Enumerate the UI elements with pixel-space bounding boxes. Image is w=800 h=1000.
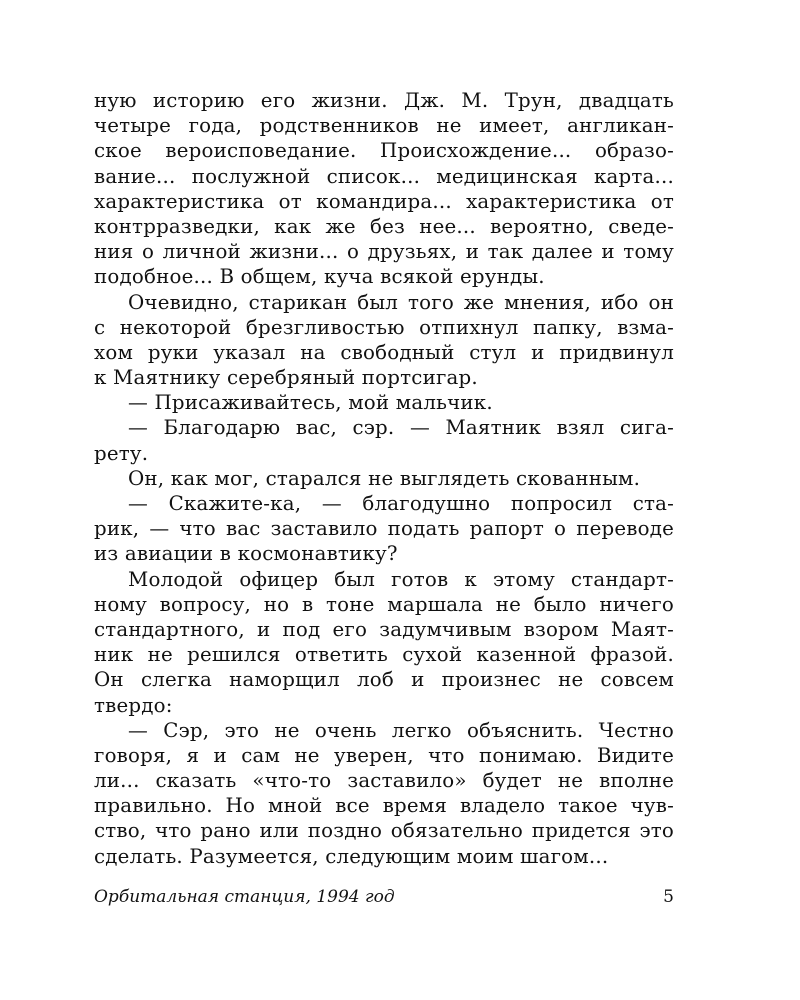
- text-line: рету.: [94, 441, 149, 465]
- text-line: подобное... В общем, куча всякой ерунды.: [94, 265, 545, 289]
- text-line: — Сэр, это не очень легко объяснить. Честно: [128, 718, 674, 742]
- text-line: ли... сказать «что-то заставило» будет не вполне: [94, 769, 674, 793]
- text-line: стандартного, и под его задумчивым взором Маят-: [94, 617, 674, 641]
- text-line: рик, — что вас заставило подать рапорт о переводе: [94, 517, 674, 541]
- text-line: твердо:: [94, 693, 173, 717]
- text-line: ское вероисповедание. Происхождение... образо-: [94, 139, 674, 163]
- text-line: вание... послужной список... медицинская карта...: [94, 164, 674, 188]
- text-line: с некоторой брезгливостью отпихнул папку, взма-: [94, 315, 674, 339]
- text-line: Очевидно, старикан был того же мнения, ибо он: [128, 290, 674, 314]
- text-line: ную историю его жизни. Дж. М. Трун, двадцать: [94, 89, 674, 112]
- text-line: сделать. Разумеется, следующим моим шагом...: [94, 844, 609, 868]
- text-line: Он, как мог, старался не выглядеть скованным.: [128, 466, 641, 490]
- page-body-text: [94, 88, 674, 869]
- page-number: 5: [663, 887, 674, 907]
- running-title: Орбитальная станция, 1994 год: [94, 887, 395, 907]
- text-line: — Скажите-ка, — благодушно попросил ста-: [128, 492, 674, 515]
- text-line: из авиации в космонавтику?: [94, 542, 398, 566]
- text-line: Он слегка наморщил лоб и произнес не совсем: [94, 668, 674, 692]
- text-line: ния о личной жизни... о друзьях, и так далее и тому: [94, 240, 674, 264]
- text-line: ному вопросу, но в тоне маршала не было ничего: [94, 592, 674, 616]
- text-line: характеристика от командира... характеристика от: [94, 189, 674, 213]
- text-line: хом руки указал на свободный стул и придвинул: [94, 340, 674, 364]
- text-line: ник не решился ответить сухой казенной фразой.: [94, 643, 674, 667]
- text-line: четыре года, родственников не имеет, англикан-: [94, 114, 674, 138]
- text-line: — Благодарю вас, сэр. — Маятник взял сига-: [128, 416, 674, 440]
- text-line: ство, что рано или поздно обязательно придется это: [94, 819, 674, 843]
- text-line: контрразведки, как же без нее... вероятно, сведе-: [94, 214, 674, 238]
- text-line: к Маятнику серебряный портсигар.: [94, 366, 478, 390]
- text-line: Молодой офицер был готов к этому стандарт-: [128, 567, 674, 591]
- text-line: говоря, я и сам не уверен, что понимаю. Видите: [94, 743, 674, 767]
- text-line: правильно. Но мной все время владело такое чув-: [94, 794, 674, 818]
- text-line: — Присаживайтесь, мой мальчик.: [128, 391, 493, 415]
